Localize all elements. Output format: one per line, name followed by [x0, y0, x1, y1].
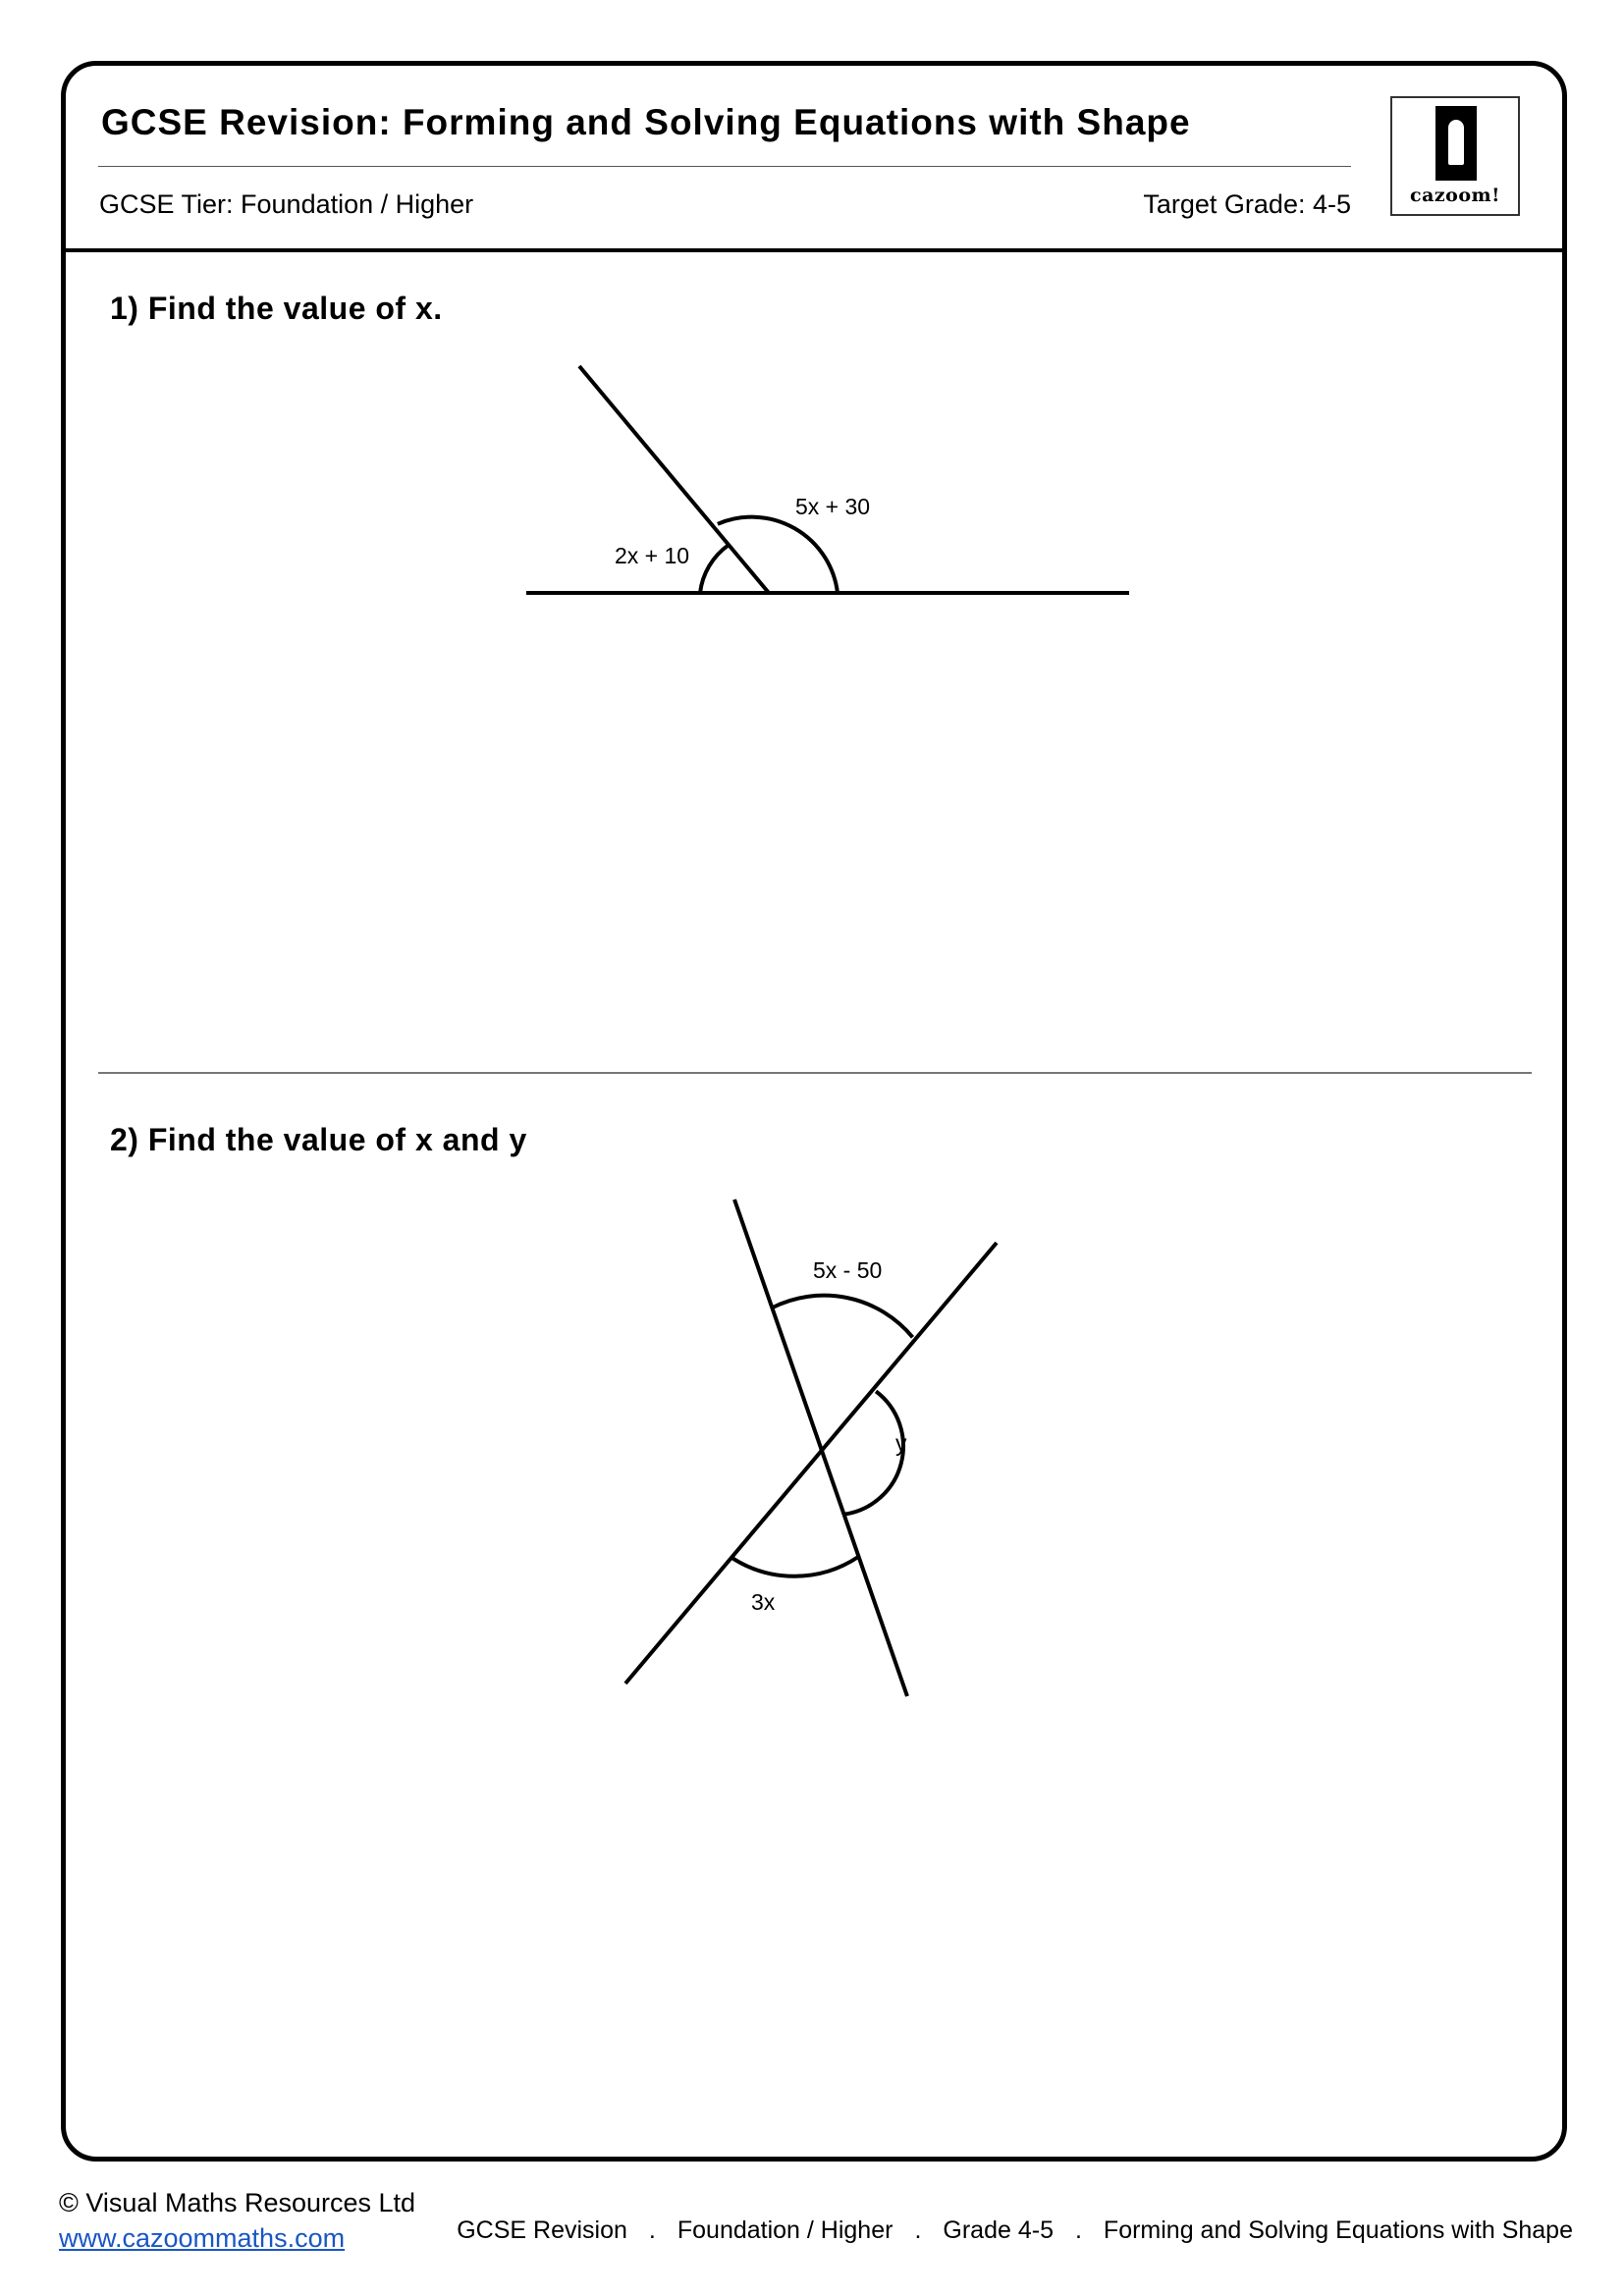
footer-separator: .: [648, 2216, 656, 2244]
target-grade-label: Target Grade: 4-5: [1143, 189, 1351, 219]
footer-crumb-1: GCSE Revision: [457, 2216, 627, 2244]
q1-angle-arc-left: [700, 545, 729, 593]
q1-angle-label-right: 5x + 30: [795, 494, 871, 519]
footer-separator: .: [914, 2216, 922, 2244]
q2-angle-label-top: 5x - 50: [813, 1257, 883, 1283]
website-link[interactable]: www.cazoommaths.com: [59, 2223, 346, 2253]
page-title: GCSE Revision: Forming and Solving Equations with Shape: [101, 102, 1191, 142]
question-2-prompt: 2) Find the value of x and y: [110, 1122, 527, 1157]
footer-crumb-4: Forming and Solving Equations with Shape: [1103, 2216, 1573, 2244]
question-divider: [98, 1072, 1532, 1074]
logo-wordmark: cazoom!: [1410, 185, 1500, 206]
question-1-prompt: 1) Find the value of x.: [110, 291, 443, 326]
q1-angle-label-left: 2x + 10: [615, 543, 690, 568]
footer-breadcrumb: [457, 2216, 1573, 2245]
footer-left: [59, 2185, 415, 2256]
q2-angle-label-bottom: 3x: [751, 1589, 776, 1615]
footer-separator: .: [1074, 2216, 1082, 2244]
footer-crumb-2: Foundation / Higher: [677, 2216, 893, 2244]
copyright-text: © Visual Maths Resources Ltd: [59, 2188, 416, 2217]
footer-crumb-3: Grade 4-5: [943, 2216, 1054, 2244]
tier-label: GCSE Tier: Foundation / Higher: [99, 189, 474, 219]
q2-angle-label-right: y: [895, 1430, 907, 1456]
